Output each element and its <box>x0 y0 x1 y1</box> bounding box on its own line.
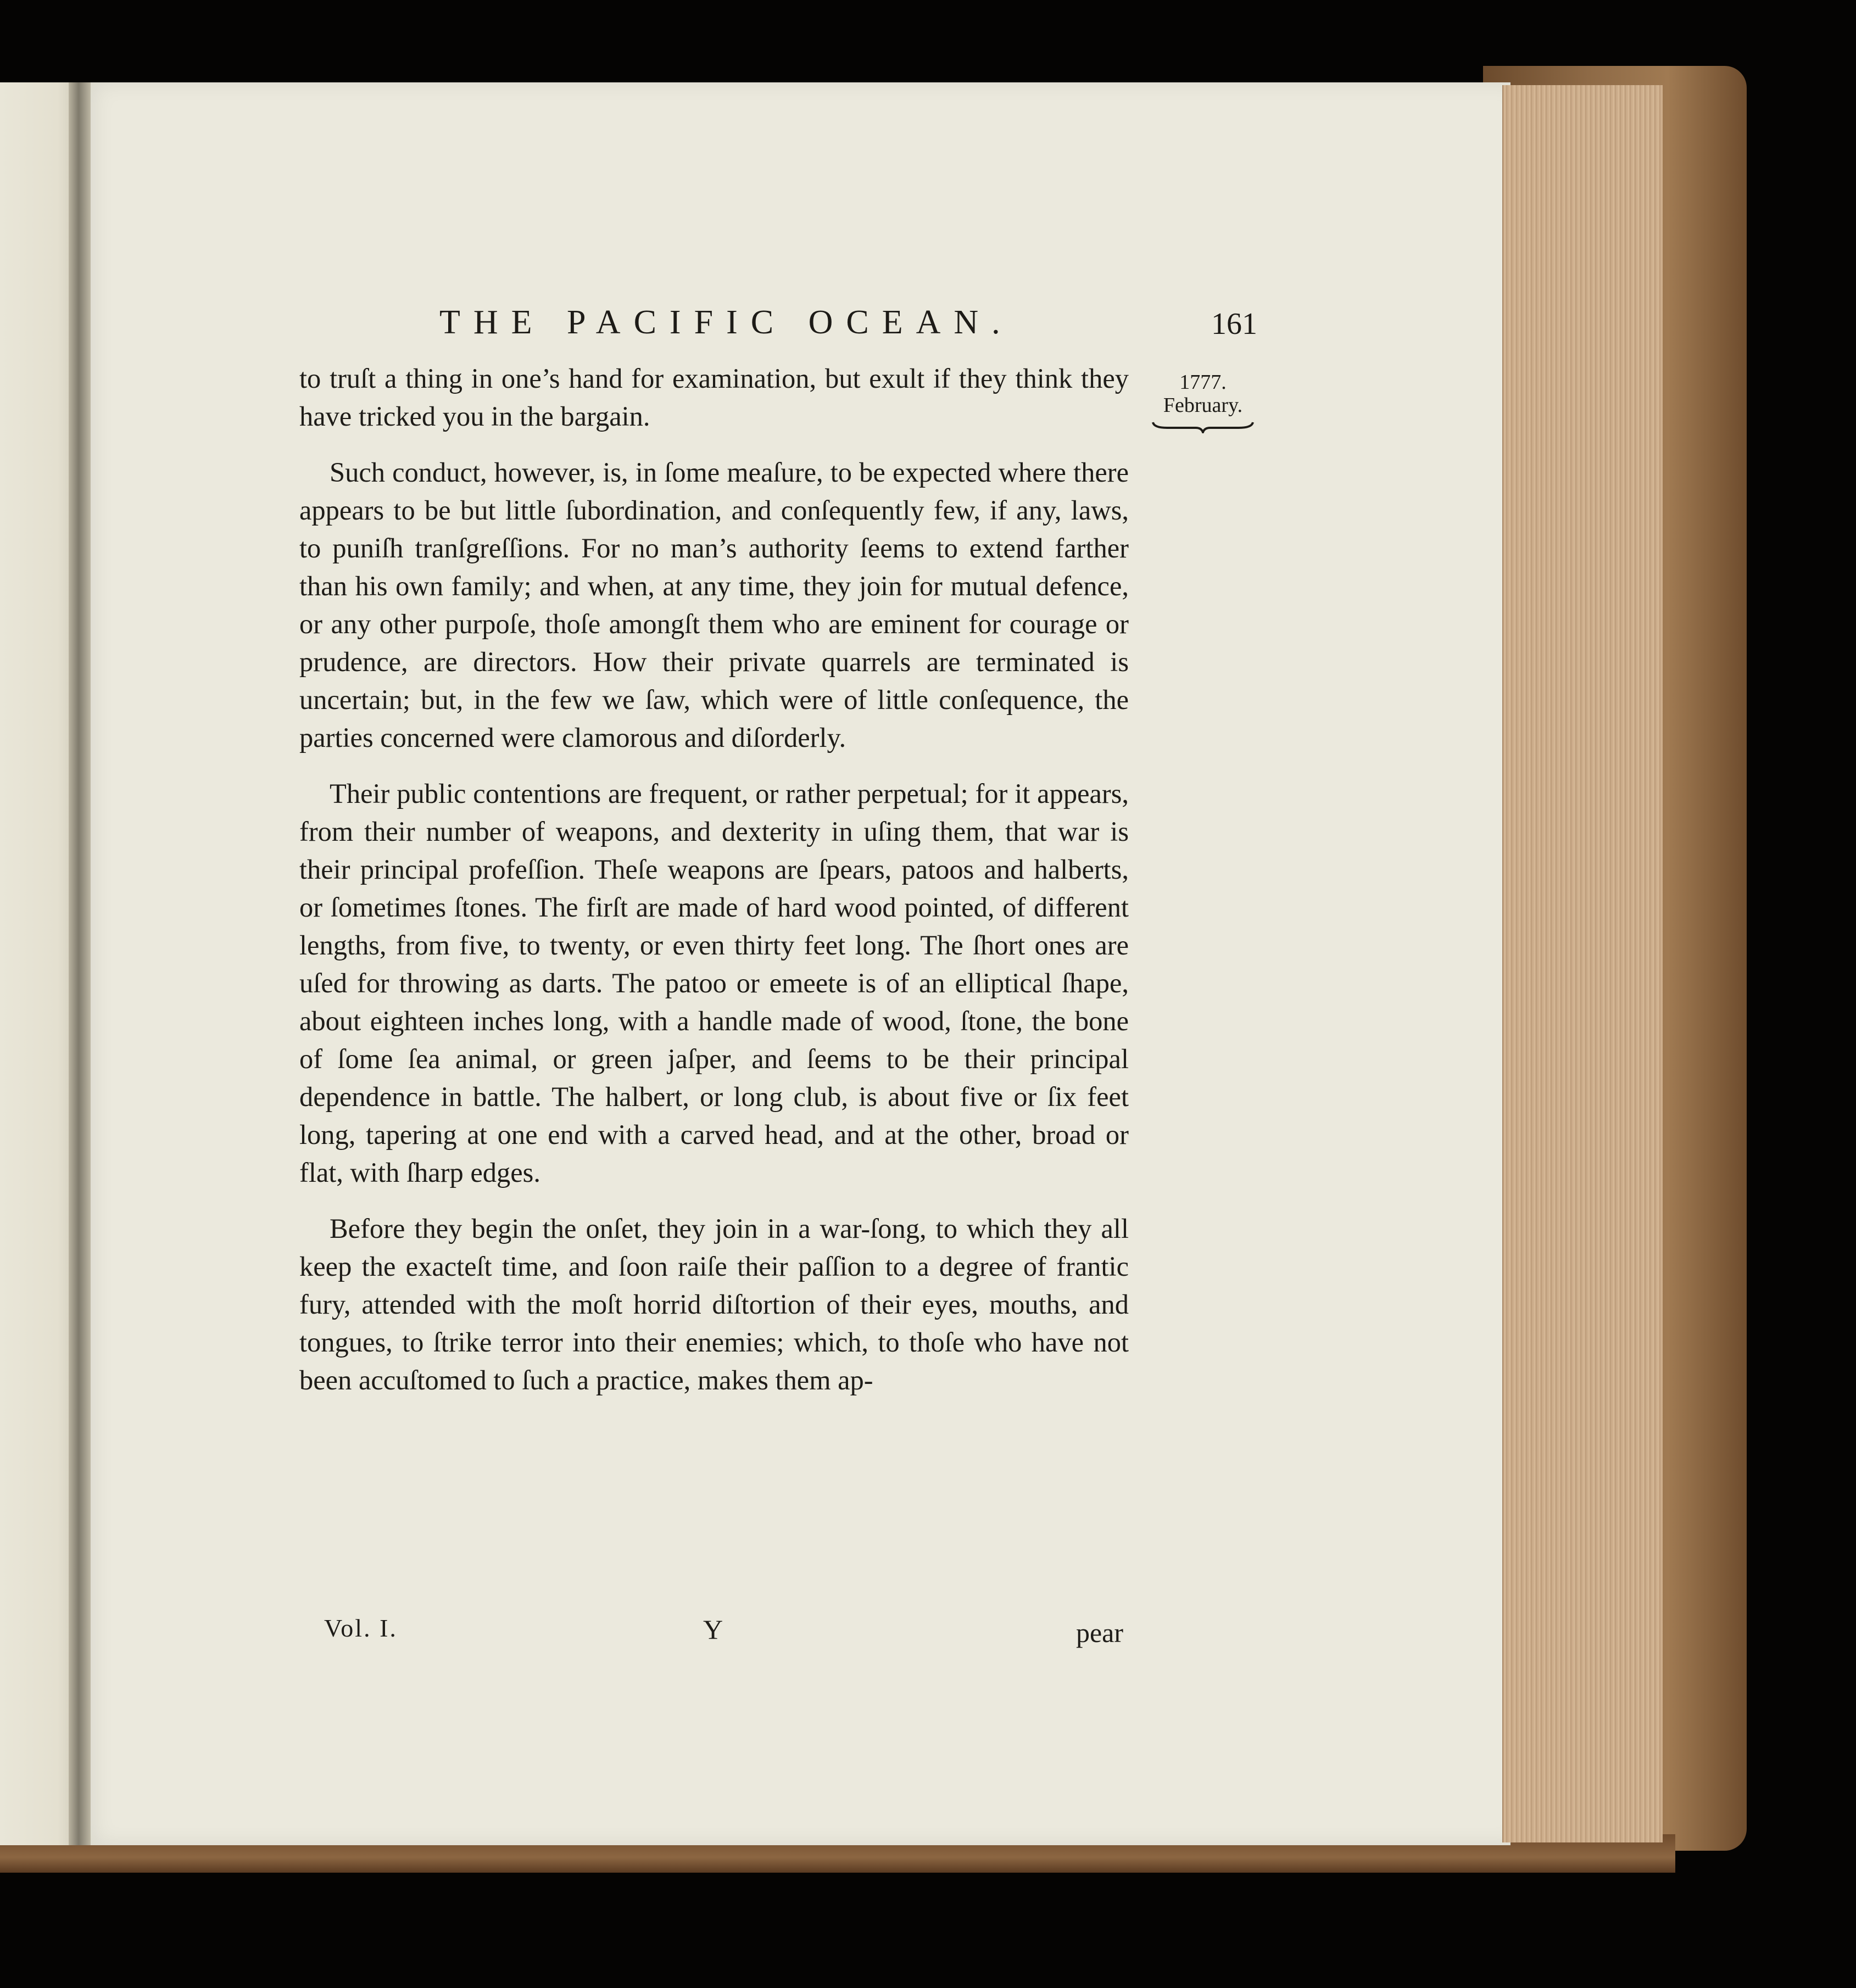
page-number: 161 <box>1211 307 1257 341</box>
volume-label: Vol. I. <box>324 1614 398 1642</box>
paragraph-conduct: Such conduct, however, is, in ſome meaſure, to be expected where there appears to be but little ſubordination, and conſequently few, if any, laws, to puniſh tranſgreſſions. For no man’s authority ſeems to extend farther than his own family; and when, at any time, they join for mutual defence, or any other purpoſe, thoſe amongſt them who are eminent for courage or prudence, are directors. How their private quarrels are terminated is uncertain; but, in the few we ſaw, which were of little conſequence, the parties concerned were clamorous and diſorderly. <box>299 457 1129 753</box>
margin-note-year: 1777. <box>1179 371 1227 394</box>
margin-note <box>1148 371 1258 433</box>
body-text <box>299 360 1129 1417</box>
paragraph-war-song: Before they begin the onſet, they join in a war-ſong, to which they all keep the exacteſt time, and ſoon raiſe their paſſion to a degree of frantic fury, attended with the moſt horrid diſtortion of their eyes, mouths, and tongues, to ſtrike terror into their enemies; which, to thoſe who have not been accuſtomed to ſuch a practice, makes them ap- <box>299 1213 1129 1395</box>
page-footer <box>324 1613 1123 1652</box>
catchword: pear <box>1075 1617 1123 1648</box>
signature-mark: Y <box>703 1614 723 1645</box>
running-head: THE PACIFIC OCEAN. <box>439 304 1013 341</box>
paragraph-continued: to truſt a thing in one’s hand for examination, but exult if they think they have tricked you in the bargain. <box>299 363 1129 432</box>
page-block-edges <box>1502 85 1663 1842</box>
paragraph-weapons: Their public contentions are frequent, or rather perpetual; for it appears, from their number of weapons, and dexterity in uſing them, that war is their principal profeſſion. Theſe weapons are ſpears, patoos and halberts, or ſometimes ſtones. The firſt are made of hard wood pointed, of different lengths, from five, to twenty, or even thirty feet long. The ſhort ones are uſed for throwing as darts. The patoo or emeete is of an elliptical ſhape, about eighteen inches long, with a handle made of wood, ſtone, the bone of ſome ſea animal, or green jaſper, and ſeems to be their principal dependence in battle. The halbert, or long club, is about five or ſix feet long, tapering at one end with a carved head, and at the other, broad or flat, with ſharp edges. <box>299 778 1129 1188</box>
margin-note-month: February. <box>1163 394 1243 417</box>
margin-brace-icon <box>1151 420 1255 433</box>
page-gutter <box>69 82 91 1845</box>
